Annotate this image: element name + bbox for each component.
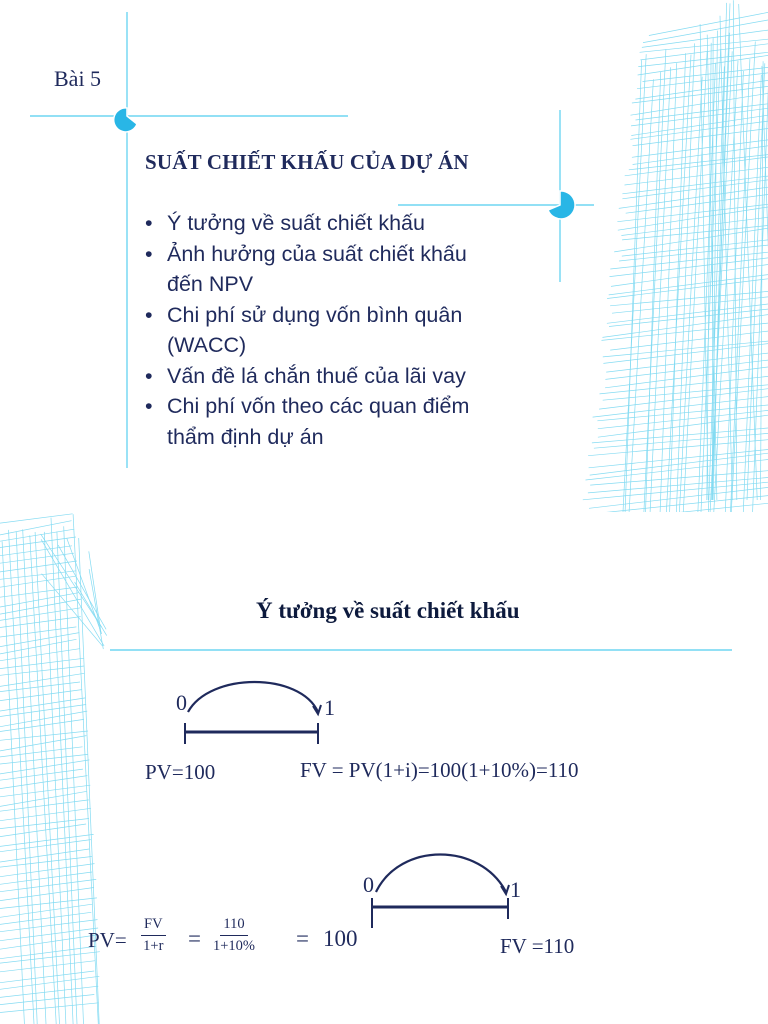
list-item: • Chi phí sử dụng vốn bình quân (WACC) [140, 300, 540, 361]
timeline-diagram-1 [185, 682, 321, 744]
slide-2 [0, 512, 768, 1024]
topic-list [140, 208, 540, 452]
period-1-label: 1 [510, 877, 521, 902]
timeline-diagram-2 [372, 855, 509, 929]
list-item: • Chi phí vốn theo các quan điểm thẩm định dự án [140, 391, 540, 452]
fraction-numerator: FV [141, 916, 166, 936]
future-value-formula: FV = PV(1+i)=100(1+10%)=110 [300, 758, 579, 782]
list-item: • Vấn đề lá chắn thuế của lãi vay [140, 361, 540, 392]
present-value-result: 100 [323, 926, 358, 951]
equals-sign: = [188, 926, 201, 951]
slide-title: SUẤT CHIẾT KHẤU CỦA DỰ ÁN [145, 150, 469, 174]
future-value-text: FV =110 [500, 934, 575, 958]
fraction-numerator: 110 [220, 916, 247, 936]
slide-title: Ý tưởng về suất chiết khấu [256, 598, 520, 623]
fraction-denominator: 1+r [143, 938, 164, 954]
fraction-denominator: 1+10% [213, 938, 256, 954]
present-value-text: PV=100 [145, 760, 216, 784]
wireframe-building-art [581, 0, 768, 512]
pv-label: PV= [88, 928, 127, 952]
period-0-label: 0 [176, 690, 187, 715]
lesson-label: Bài 5 [54, 66, 102, 91]
discount-fraction [141, 916, 166, 955]
equals-sign: = [296, 926, 309, 951]
period-0-label: 0 [363, 872, 374, 897]
list-item: • Ý tưởng về suất chiết khấu [140, 208, 540, 239]
numeric-fraction [213, 916, 255, 955]
list-item: • Ảnh hưởng của suất chiết khấu đến NPV [140, 239, 540, 300]
period-1-label: 1 [324, 695, 335, 720]
